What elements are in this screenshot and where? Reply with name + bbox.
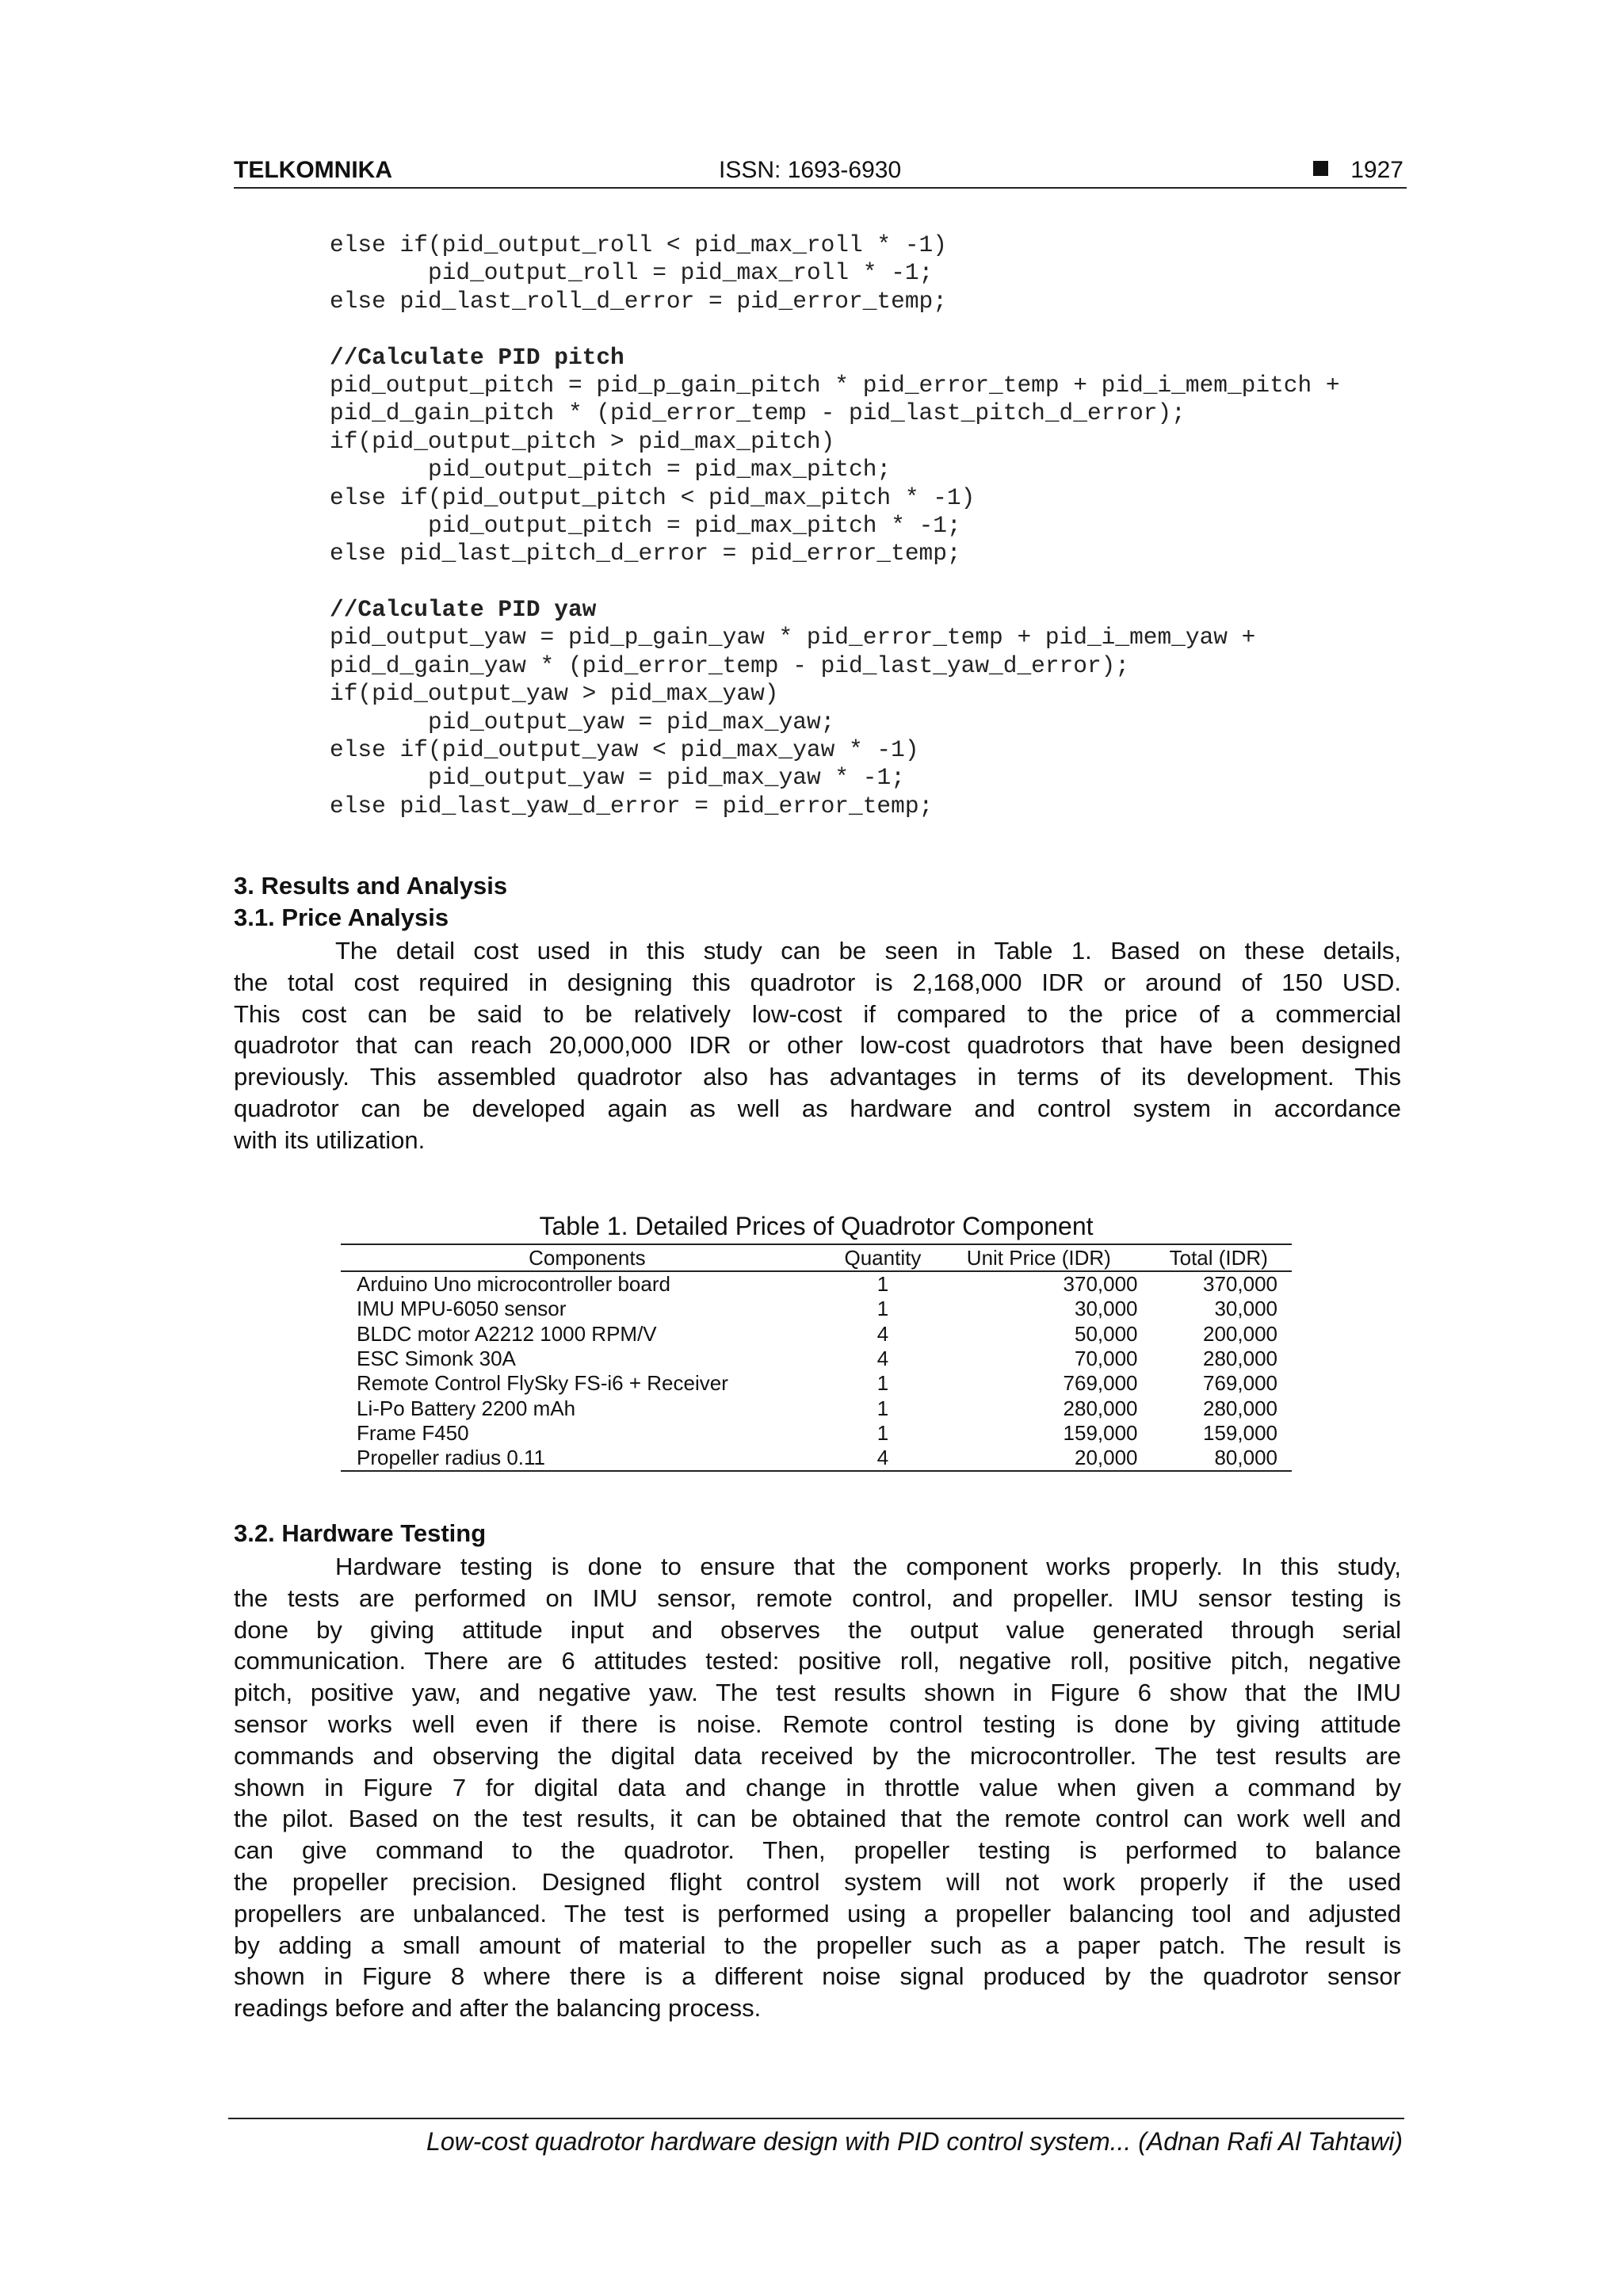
paragraph-line: This cost can be said to be relatively low-cost if compared to the price of a commercial: [234, 999, 1401, 1028]
table-cell: 769,000: [1063, 1371, 1138, 1396]
table-cell: 200,000: [1203, 1321, 1277, 1346]
table-cell: 1: [876, 1371, 889, 1396]
square-bullet-icon: [1313, 161, 1328, 176]
code-line: pid_d_gain_yaw * (pid_error_temp - pid_last_yaw_d_error);: [330, 651, 1130, 679]
code-line: pid_output_roll = pid_max_roll * -1;: [428, 259, 934, 287]
paragraph-line: previously. This assembled quadrotor also has advantages in terms of its development. This: [234, 1063, 1401, 1091]
code-line: pid_output_pitch = pid_p_gain_pitch * pid_error_temp + pid_i_mem_pitch +: [330, 371, 1340, 399]
table-cell: 159,000: [1063, 1420, 1138, 1445]
section-title: 3. Results and Analysis: [234, 872, 508, 900]
table-cell: ESC Simonk 30A: [357, 1347, 516, 1371]
table-cell: 30,000: [1214, 1297, 1277, 1321]
price-analysis-paragraph: [234, 935, 1401, 1156]
table-cell: Frame F450: [357, 1420, 469, 1445]
paragraph-line: the tests are performed on IMU sensor, remote control, and propeller. IMU sensor testing is: [234, 1584, 1401, 1612]
table-cell: Remote Control FlySky FS-i6 + Receiver: [357, 1371, 728, 1396]
issn: ISSN: 1693-6930: [719, 157, 902, 183]
code-line: if(pid_output_pitch > pid_max_pitch): [330, 427, 835, 455]
paragraph-line: shown in Figure 7 for digital data and change in throttle value when given a command by: [234, 1773, 1401, 1801]
table-row: [341, 1297, 1292, 1321]
paragraph-line: sensor works well even if there is noise. Remote control testing is done by giving attitude: [234, 1710, 1401, 1738]
table-cell: Arduino Uno microcontroller board: [357, 1272, 670, 1297]
table-row: [341, 1271, 1292, 1297]
table-cell: 159,000: [1203, 1420, 1277, 1445]
paragraph-line: Hardware testing is done to ensure that the component works properly. In this study,: [335, 1553, 1401, 1580]
paragraph-line: quadrotor can be developed again as well as hardware and control system in accordance: [234, 1094, 1401, 1122]
journal-name: TELKOMNIKA: [234, 157, 392, 183]
table-cell: 30,000: [1074, 1297, 1138, 1321]
paragraph-line: propellers are unbalanced. The test is performed using a propeller balancing tool and adjusted: [234, 1899, 1401, 1927]
table-cell: 4: [834, 1446, 932, 1471]
table-cell: 1: [876, 1272, 889, 1297]
table-cell: 280,000: [1063, 1396, 1138, 1420]
table-cell: Propeller radius 0.11: [341, 1446, 834, 1471]
paragraph-line: shown in Figure 8 where there is a different noise signal produced by the quadrotor sensor: [234, 1962, 1401, 1991]
code-line: pid_output_yaw = pid_max_yaw * -1;: [428, 764, 905, 792]
table-cell: 280,000: [1203, 1347, 1277, 1371]
paragraph-line: with its utilization.: [234, 1125, 426, 1154]
code-line: else pid_last_pitch_d_error = pid_error_temp;: [330, 540, 961, 567]
table-row: [341, 1371, 1292, 1396]
code-line: [330, 315, 1439, 343]
code-listing: [330, 231, 1439, 820]
running-footer: Low-cost quadrotor hardware design with PID control system... (Adnan Rafi Al Tahtawi): [426, 2127, 1403, 2156]
footer-rule: [228, 2118, 1404, 2119]
table-header-cell: Quantity: [834, 1244, 932, 1271]
paragraph-line: the pilot. Based on the test results, it can be obtained that the remote control can work well and: [234, 1805, 1401, 1833]
table-cell: 4: [876, 1321, 889, 1346]
table-cell: 370,000: [1203, 1272, 1277, 1297]
table-cell: 4: [876, 1347, 889, 1371]
page-number: 1927: [1350, 157, 1403, 183]
code-comment-line: //Calculate PID pitch: [330, 343, 624, 371]
code-comment-line: //Calculate PID yaw: [330, 596, 597, 624]
paragraph-line: pitch, positive yaw, and negative yaw. The test results shown in Figure 6 show that the IMU: [234, 1679, 1401, 1707]
table-header-cell: Total (IDR): [1146, 1244, 1292, 1271]
code-line: [330, 568, 1439, 596]
code-line: if(pid_output_yaw > pid_max_yaw): [330, 680, 779, 708]
code-line: else if(pid_output_yaw < pid_max_yaw * -1): [330, 736, 919, 764]
table-cell: 280,000: [1203, 1396, 1277, 1420]
code-line: pid_output_pitch = pid_max_pitch * -1;: [428, 511, 961, 539]
table-row: [341, 1421, 1292, 1446]
paragraph-line: quadrotor that can reach 20,000,000 IDR or other low-cost quadrotors that have been designed: [234, 1031, 1401, 1060]
table-header-cell: Unit Price (IDR): [932, 1244, 1145, 1271]
paragraph-line: readings before and after the balancing process.: [234, 1994, 762, 2023]
table-cell: 1: [876, 1420, 889, 1445]
table-header-cell: Components: [341, 1244, 834, 1271]
paragraph-line: The detail cost used in this study can be seen in Table 1. Based on these details,: [335, 937, 1401, 965]
code-line: else if(pid_output_roll < pid_max_roll * -1): [330, 231, 947, 258]
code-line: pid_output_yaw = pid_p_gain_yaw * pid_error_temp + pid_i_mem_yaw +: [330, 624, 1256, 651]
table-cell: 769,000: [1203, 1371, 1277, 1396]
table-row: [341, 1396, 1292, 1420]
page-header: [234, 155, 1407, 189]
table-row: [341, 1322, 1292, 1347]
table-caption: Table 1. Detailed Prices of Quadrotor Component: [539, 1212, 1094, 1240]
paragraph-line: the propeller precision. Designed flight control system will not work properly if the used: [234, 1867, 1401, 1896]
table-cell: IMU MPU-6050 sensor: [357, 1297, 567, 1321]
code-line: else if(pid_output_pitch < pid_max_pitch * -1): [330, 483, 976, 511]
table-cell: 70,000: [1074, 1347, 1138, 1371]
table-cell: Li-Po Battery 2200 mAh: [357, 1396, 576, 1420]
paragraph-line: communication. There are 6 attitudes tested: positive roll, negative roll, positive pitch, negative: [234, 1647, 1401, 1675]
code-line: else pid_last_roll_d_error = pid_error_temp;: [330, 287, 947, 315]
code-line: pid_output_pitch = pid_max_pitch;: [428, 456, 892, 483]
subsection-title-hardware-testing: 3.2. Hardware Testing: [234, 1519, 487, 1547]
table-cell: 1: [876, 1297, 889, 1321]
page-number-block: [1313, 157, 1403, 184]
paragraph-line: commands and observing the digital data received by the microcontroller. The test results are: [234, 1741, 1401, 1770]
code-line: else pid_last_yaw_d_error = pid_error_temp;: [330, 792, 934, 819]
table-header-row: [341, 1244, 1292, 1271]
table-row: [341, 1446, 1292, 1471]
table-cell: BLDC motor A2212 1000 RPM/V: [357, 1321, 657, 1346]
table-cell: 50,000: [1074, 1321, 1138, 1346]
subsection-title-price-analysis: 3.1. Price Analysis: [234, 904, 449, 931]
table-row: [341, 1347, 1292, 1371]
paragraph-line: by adding a small amount of material to the propeller such as a paper patch. The result is: [234, 1931, 1401, 1959]
paragraph-line: can give command to the quadrotor. Then, propeller testing is performed to balance: [234, 1836, 1401, 1865]
table-cell: 80,000: [1146, 1446, 1292, 1471]
table-cell: 1: [876, 1396, 889, 1420]
hardware-testing-paragraph: [234, 1551, 1401, 2024]
paragraph-line: the total cost required in designing this quadrotor is 2,168,000 IDR or around of 150 USD.: [234, 968, 1401, 996]
table-cell: 370,000: [1063, 1272, 1138, 1297]
paragraph-line: done by giving attitude input and observes the output value generated through serial: [234, 1615, 1401, 1644]
price-table: [341, 1244, 1292, 1472]
table-cell: 20,000: [932, 1446, 1145, 1471]
code-line: pid_d_gain_pitch * (pid_error_temp - pid_last_pitch_d_error);: [330, 399, 1186, 427]
code-line: pid_output_yaw = pid_max_yaw;: [428, 708, 835, 735]
